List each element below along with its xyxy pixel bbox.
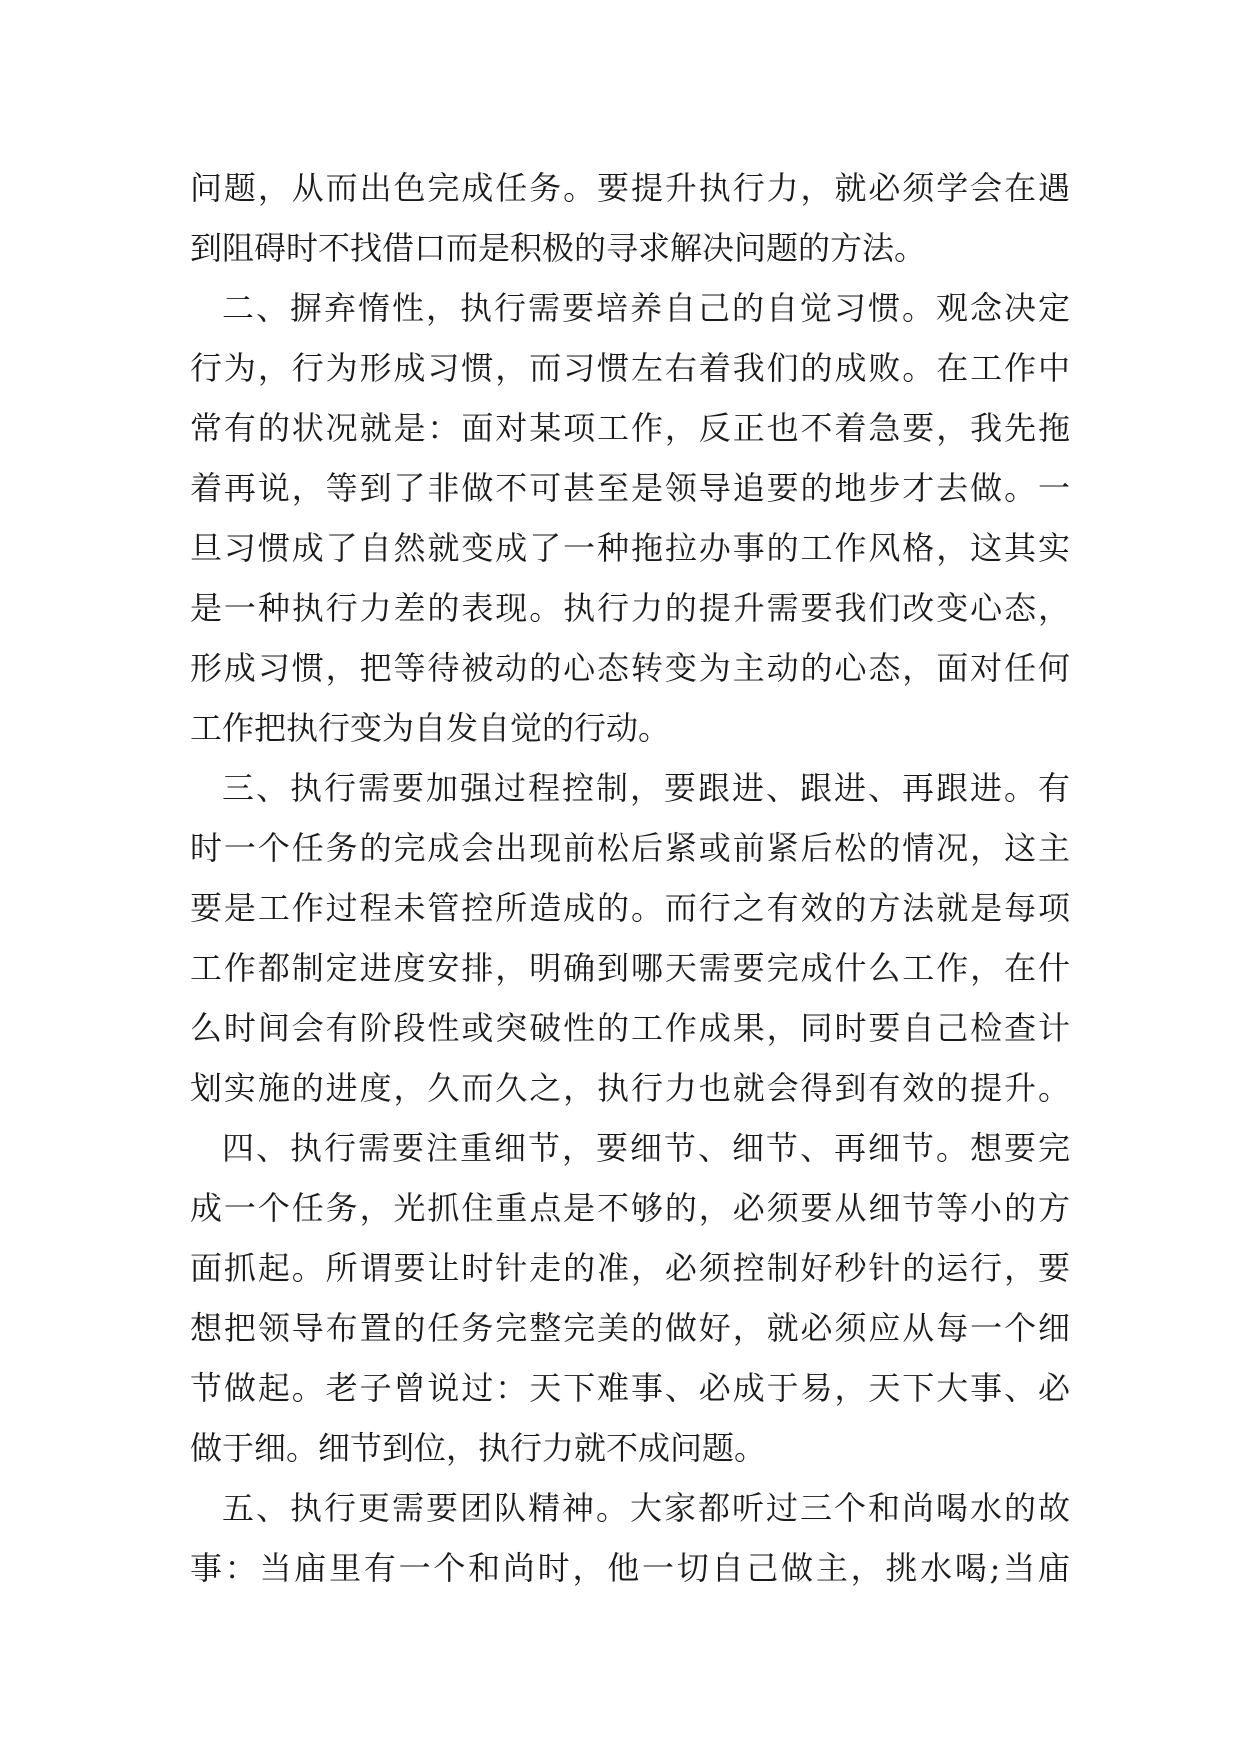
text-line: 面抓起。所谓要让时针走的准，必须控制好秒针的运行，要 xyxy=(190,1249,1070,1287)
text-line: 么时间会有阶段性或突破性的工作成果，同时要自己检查计 xyxy=(190,1009,1070,1047)
text-line: 常有的状况就是：面对某项工作，反正也不着急要，我先拖 xyxy=(190,409,1070,447)
text-line: 想把领导布置的任务完整完美的做好，就必须应从每一个细 xyxy=(190,1309,1070,1347)
text-line: 到阻碍时不找借口而是积极的寻求解决问题的方法。 xyxy=(190,229,927,267)
text-line: 时一个任务的完成会出现前松后紧或前紧后松的情况，这主 xyxy=(190,829,1070,867)
text-line: 问题，从而出色完成任务。要提升执行力，就必须学会在遇 xyxy=(190,169,1070,207)
paragraph-start-line: 五、执行更需要团队精神。大家都听过三个和尚喝水的故 xyxy=(222,1489,1070,1527)
text-line: 划实施的进度，久而久之，执行力也就会得到有效的提升。 xyxy=(190,1069,1070,1107)
text-line: 要是工作过程未管控所造成的。而行之有效的方法就是每项 xyxy=(190,889,1070,927)
paragraph-start-line: 四、执行需要注重细节，要细节、细节、再细节。想要完 xyxy=(222,1129,1070,1167)
text-line: 做于细。细节到位，执行力就不成问题。 xyxy=(190,1429,767,1467)
text-line: 形成习惯，把等待被动的心态转变为主动的心态，面对任何 xyxy=(190,649,1070,687)
paragraph-start-line: 三、执行需要加强过程控制，要跟进、跟进、再跟进。有 xyxy=(222,769,1070,807)
text-line: 着再说，等到了非做不可甚至是领导追要的地步才去做。一 xyxy=(190,469,1070,507)
text-line: 行为，行为形成习惯，而习惯左右着我们的成败。在工作中 xyxy=(190,349,1070,387)
text-line: 工作都制定进度安排，明确到哪天需要完成什么工作，在什 xyxy=(190,949,1070,987)
text-line: 是一种执行力差的表现。执行力的提升需要我们改变心态， xyxy=(190,589,1070,627)
text-line: 成一个任务，光抓住重点是不够的，必须要从细节等小的方 xyxy=(190,1189,1070,1227)
body-text xyxy=(190,158,1070,1598)
text-line: 旦习惯成了自然就变成了一种拖拉办事的工作风格，这其实 xyxy=(190,529,1070,567)
paragraph-start-line: 二、摒弃惰性，执行需要培养自己的自觉习惯。观念决定 xyxy=(222,289,1070,327)
text-line: 节做起。老子曾说过：天下难事、必成于易，天下大事、必 xyxy=(190,1369,1070,1407)
text-line: 事：当庙里有一个和尚时，他一切自己做主，挑水喝;当庙 xyxy=(190,1549,1070,1587)
text-line: 工作把执行变为自发自觉的行动。 xyxy=(190,709,671,747)
